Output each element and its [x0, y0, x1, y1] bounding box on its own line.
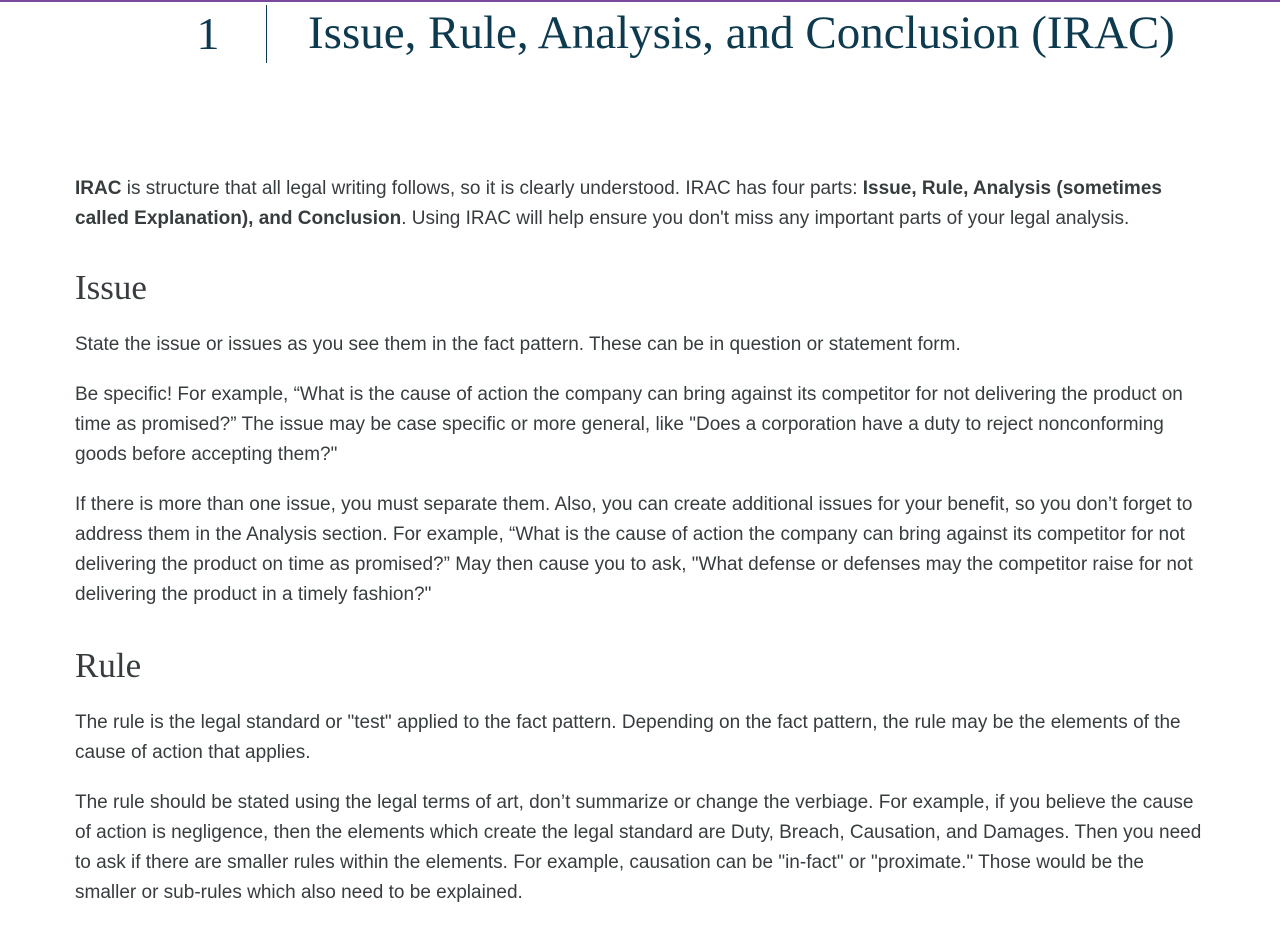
- intro-text-1: is structure that all legal writing follows, so it is clearly understood. IRAC has four parts:: [121, 178, 863, 199]
- chapter-header: [0, 0, 1280, 70]
- rule-heading: Rule: [75, 646, 142, 685]
- issue-paragraph-3: If there is more than one issue, you must separate them. Also, you can create additional issues for your benefit, so you don’t forget to address them in the Analysis section. For example, “What is the cause of action the company can bring against its competitor for not delivering the product on time as promised?” May then cause you to ask, "What defense or defenses may the competitor raise for not delivering the product in a timely fashion?": [75, 494, 1193, 605]
- chapter-content: [75, 174, 1205, 928]
- issue-paragraph-1: State the issue or issues as you see them in the fact pattern. These can be in question or statement form.: [75, 334, 961, 355]
- issue-paragraph-2: Be specific! For example, “What is the cause of action the company can bring against its competitor for not delivering the product on time as promised?” The issue may be case specific or more general, like "Does a corporation have a duty to reject nonconforming goods before accepting them?": [75, 384, 1183, 465]
- intro-text-2: . Using IRAC will help ensure you don't miss any important parts of your legal analysis.: [401, 208, 1130, 229]
- rule-paragraph-2: The rule should be stated using the legal terms of art, don’t summarize or change the verbiage. For example, if you believe the cause of action is negligence, then the elements which create the legal standard are Duty, Breach, Causation, and Damages. Then you need to ask if there are smaller rules within the elements. For example, causation can be "in-fact" or "proximate." Those would be the smaller or sub-rules which also need to be explained.: [75, 792, 1202, 903]
- chapter-title: Issue, Rule, Analysis, and Conclusion (IRAC): [308, 7, 1175, 59]
- rule-paragraph-1: The rule is the legal standard or "test" applied to the fact pattern. Depending on the fact pattern, the rule may be the elements of the cause of action that applies.: [75, 712, 1181, 763]
- issue-heading: Issue: [75, 268, 147, 307]
- rule-section: [75, 646, 1205, 908]
- issue-section: [75, 268, 1205, 610]
- chapter-number: 1: [196, 8, 220, 59]
- chapter-divider: [266, 5, 267, 63]
- intro-parts: Issue, Rule, Analysis (sometimes called Explanation), and Conclusion: [75, 178, 1162, 229]
- intro-term: IRAC: [75, 178, 122, 199]
- intro-paragraph: [75, 174, 1205, 234]
